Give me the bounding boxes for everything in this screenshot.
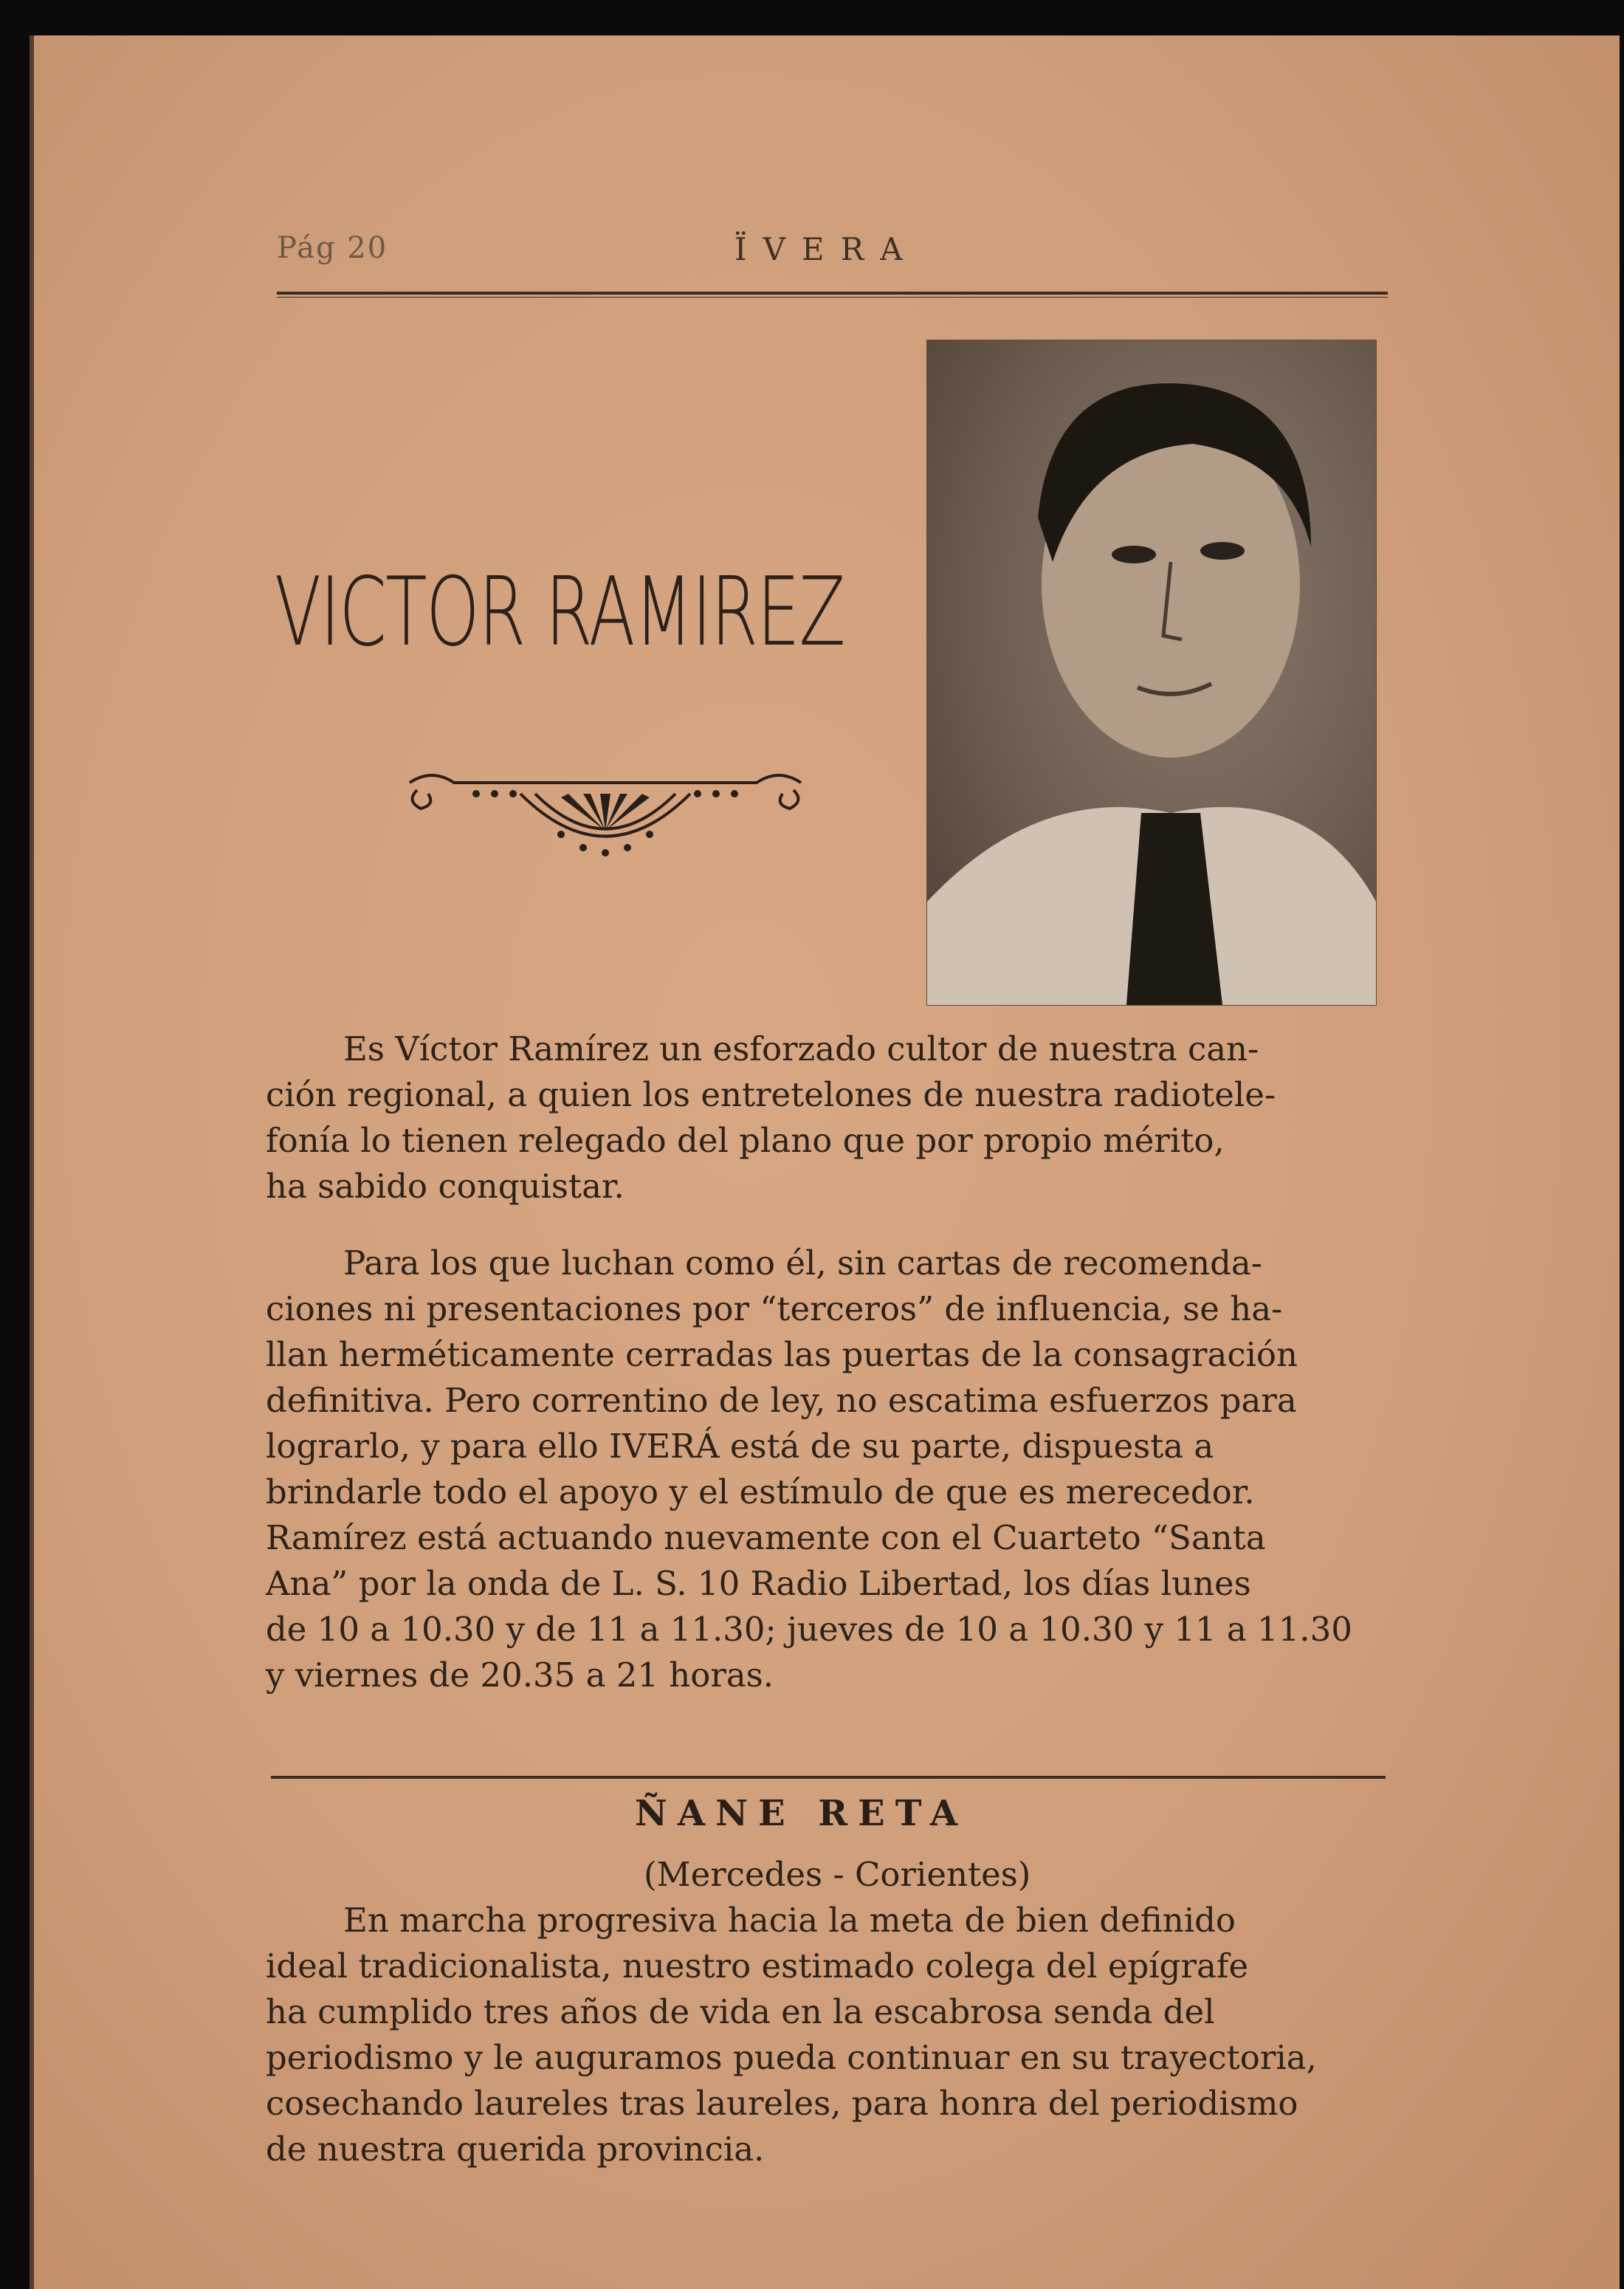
article-paragraph-1	[266, 1026, 1388, 1209]
text-line: En marcha progresiva hacia la meta de bien definido	[343, 1901, 1236, 1940]
text-line: llan herméticamente cerradas las puertas de la consagración	[266, 1335, 1298, 1374]
section-title: ÑANE RETA	[635, 1793, 968, 1834]
text-line: de 10 a 10.30 y de 11 a 11.30; jueves de 10 a 10.30 y 11 a 11.30	[266, 1610, 1352, 1649]
text-line: y viernes de 20.35 a 21 horas.	[266, 1655, 774, 1695]
text-line: ideal tradicionalista, nuestro estimado colega del epígrafe	[266, 1946, 1249, 1986]
page-number: Pág 20	[277, 231, 388, 265]
section-subtitle: (Mercedes - Corientes)	[644, 1855, 1031, 1894]
section-divider	[271, 1776, 1386, 1779]
text-line: periodismo y le auguramos pueda continuar en su trayectoria,	[266, 2038, 1317, 2077]
text-line: ha sabido conquistar.	[266, 1167, 625, 1206]
text-line: de nuestra querida provincia.	[266, 2130, 765, 2169]
text-line: fonía lo tienen relegado del plano que por propio mérito,	[266, 1121, 1225, 1160]
text-line: lograrlo, y para ello IVERÁ está de su parte, dispuesta a	[266, 1427, 1214, 1466]
running-header	[277, 225, 1384, 277]
article-paragraph-2	[266, 1240, 1388, 1698]
article-paragraph-3	[266, 1898, 1388, 2172]
ornament-icon	[402, 761, 808, 879]
article-heading: VICTOR RAMIREZ	[275, 557, 845, 668]
header-rule	[277, 292, 1388, 295]
text-line: definitiva. Pero correntino de ley, no escatima esfuerzos para	[266, 1381, 1297, 1420]
text-line: Ana” por la onda de L. S. 10 Radio Libertad, los días lunes	[266, 1564, 1251, 1603]
text-line: cosechando laureles tras laureles, para honra del periodismo	[266, 2084, 1298, 2123]
text-line: Es Víctor Ramírez un esforzado cultor de nuestra can-	[343, 1029, 1259, 1068]
text-line: ha cumplido tres años de vida en la escabrosa senda del	[266, 1992, 1215, 2031]
text-line: Para los que luchan como él, sin cartas de recomenda-	[343, 1243, 1262, 1283]
text-line: ciones ni presentaciones por “terceros” de influencia, se ha-	[266, 1289, 1283, 1328]
text-line: Ramírez está actuando nuevamente con el Cuarteto “Santa	[266, 1518, 1266, 1557]
text-line: brindarle todo el apoyo y el estímulo de que es merecedor.	[266, 1472, 1255, 1511]
text-line: ción regional, a quien los entretelones de nuestra radiotele-	[266, 1075, 1276, 1114]
journal-title: ÏVERA	[734, 231, 919, 267]
portrait-photo	[926, 340, 1377, 1006]
